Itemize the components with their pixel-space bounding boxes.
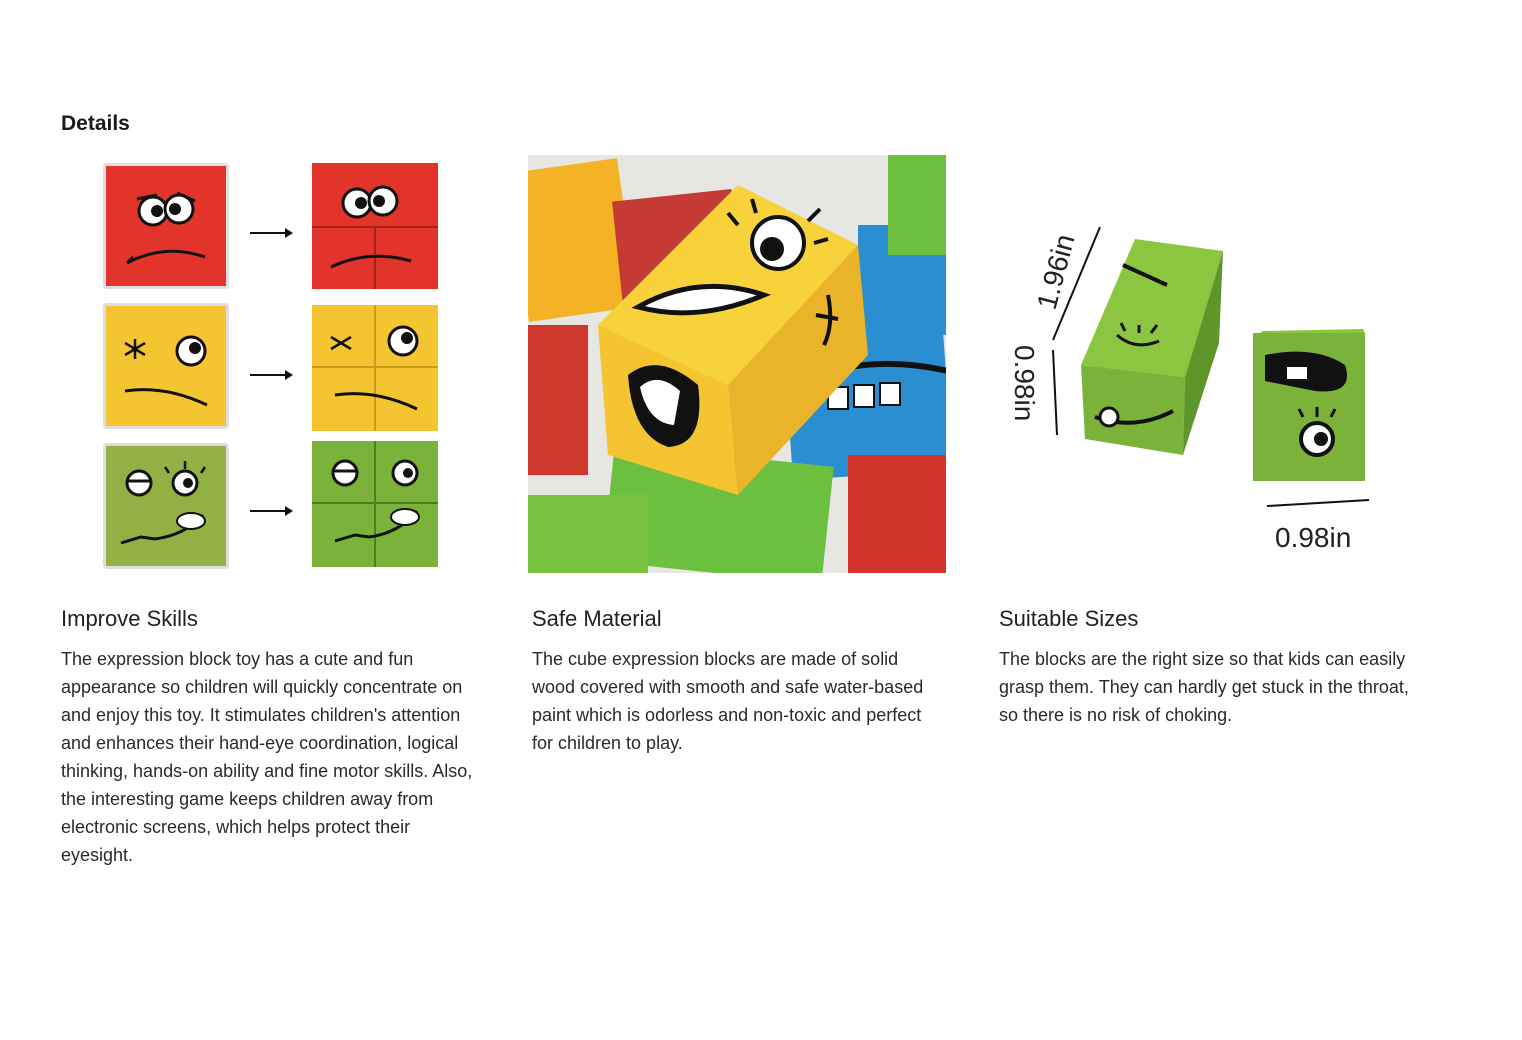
feature-body-improve-skills: The expression block toy has a cute and fun appearance so children will quickly concentrate on and enjoy this toy. It stimulates children's attention and enhances their hand-eye coordination, logical thinking, hands-on ability and fine motor skills. Also, the interesting game keeps children away from electronic screens, which helps protect their eyesight. bbox=[61, 649, 473, 865]
feature-heading-safe-material: Safe Material bbox=[532, 606, 662, 631]
width-dimension-label: 0.98in bbox=[1275, 522, 1352, 553]
block-size-diagram bbox=[995, 155, 1395, 573]
height-dimension-label: 0.98in bbox=[1009, 345, 1040, 422]
section-title: Details bbox=[61, 112, 130, 135]
green-face-row bbox=[103, 441, 438, 569]
yellow-face-row bbox=[103, 303, 438, 431]
length-dimension-label: 1.96in bbox=[1030, 230, 1081, 313]
feature-heading-suitable-sizes: Suitable Sizes bbox=[999, 606, 1139, 631]
wooden-blocks-photo bbox=[528, 155, 946, 573]
feature-heading-improve-skills: Improve Skills bbox=[61, 606, 198, 631]
feature-body-safe-material: The cube expression blocks are made of solid wood covered with smooth and safe water-based paint which is odorless and non-toxic and perfect for children to play. bbox=[532, 649, 924, 753]
expression-blocks-illustration bbox=[95, 155, 450, 573]
red-face-row bbox=[103, 163, 438, 289]
feature-body-suitable-sizes: The blocks are the right size so that kids can easily grasp them. They can hardly get stuck in the throat, so there is no risk of choking. bbox=[999, 649, 1409, 725]
